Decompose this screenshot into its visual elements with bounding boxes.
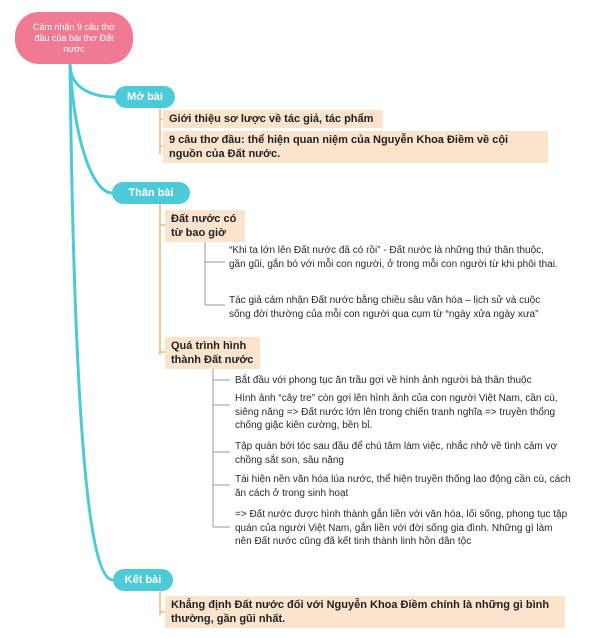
than-bai-section-1[interactable]: [165, 210, 245, 242]
mo-bai-item-1-text: Giới thiệu sơ lược về tác giả, tác phẩm: [169, 113, 374, 125]
section-1-detail-2: Tác giả cảm nhận Đất nước bằng chiều sâu văn hóa – lịch sử và cuộc sống đời thường của mỗi con người qua cụm từ “ngày xửa ngày xưa”: [229, 295, 541, 320]
section-2-detail-3: Tập quán bới tóc sau đầu để chú tâm làm việc, nhắc nhở về tình cảm vợ chồng sắt son, sâu nặng: [235, 441, 558, 466]
section-1-detail-1: “Khi ta lớn lên Đất nước đã có rồi” - Đất nước là những thứ thân thuộc, gần gũi, gắn bó với mỗi con người, ở trong mỗi con người từ khi phôi thai.: [229, 245, 558, 270]
mo-bai-item-2[interactable]: [163, 131, 548, 163]
node-than-bai[interactable]: [112, 182, 190, 204]
than-bai-label: Thân bài: [128, 187, 174, 199]
node-ket-bai[interactable]: [113, 569, 173, 591]
section-2-detail-5: => Đất nước được hình thành gắn liền với văn hóa, lối sống, phong tục tập quán của người Việt Nam, gắn liền với đời sống gia đình. Những gì làm nên Đất nước cũng đã kết tinh thành linh hồn dân tộc: [235, 509, 568, 547]
root-label: Cảm nhận 9 câu thơ đầu của bài thơ Đất nước: [33, 21, 115, 54]
mo-bai-item-1[interactable]: [163, 110, 383, 128]
node-mo-bai[interactable]: [115, 86, 175, 108]
section-2-label: Quá trình hình thành Đất nước: [171, 340, 254, 366]
connector-root-ket-bai: [70, 64, 113, 580]
section-1-label: Đất nước có từ bao giờ: [171, 213, 237, 239]
section-2-detail-1: Bắt đầu với phong tục ăn trầu gợi về hình ảnh người bà thân thuộc: [235, 375, 532, 386]
section-2-detail-4: Tái hiện nền văn hóa lúa nước, thể hiện truyền thống lao động cần cù, cách ăn cách ở trong sinh hoạt: [235, 474, 571, 499]
than-bai-section-2[interactable]: [165, 337, 260, 369]
mo-bai-item-2-text: 9 câu thơ đầu: thể hiện quan niệm của Nguyễn Khoa Điềm về cội nguồn của Đất nước.: [169, 134, 509, 160]
ket-bai-label: Kết bài: [124, 574, 162, 586]
root-node[interactable]: [15, 12, 133, 64]
connector-root-mo-bai: [70, 64, 115, 97]
section-2-detail-2: Hình ảnh “cây tre” còn gợi lên hình ảnh của con người Việt Nam, cần cù, siêng năng => Đất nước lớn lên trong chiến tranh nghĩa => truyền thống chống giặc kiên cường, bền bỉ.: [235, 393, 558, 431]
mo-bai-label: Mở bài: [127, 91, 163, 103]
ket-bai-item-1[interactable]: [165, 596, 565, 628]
ket-bai-item-1-text: Khẳng định Đất nước đối với Nguyễn Khoa Điềm chính là những gì bình thường, gần gũi nhất.: [171, 599, 550, 625]
